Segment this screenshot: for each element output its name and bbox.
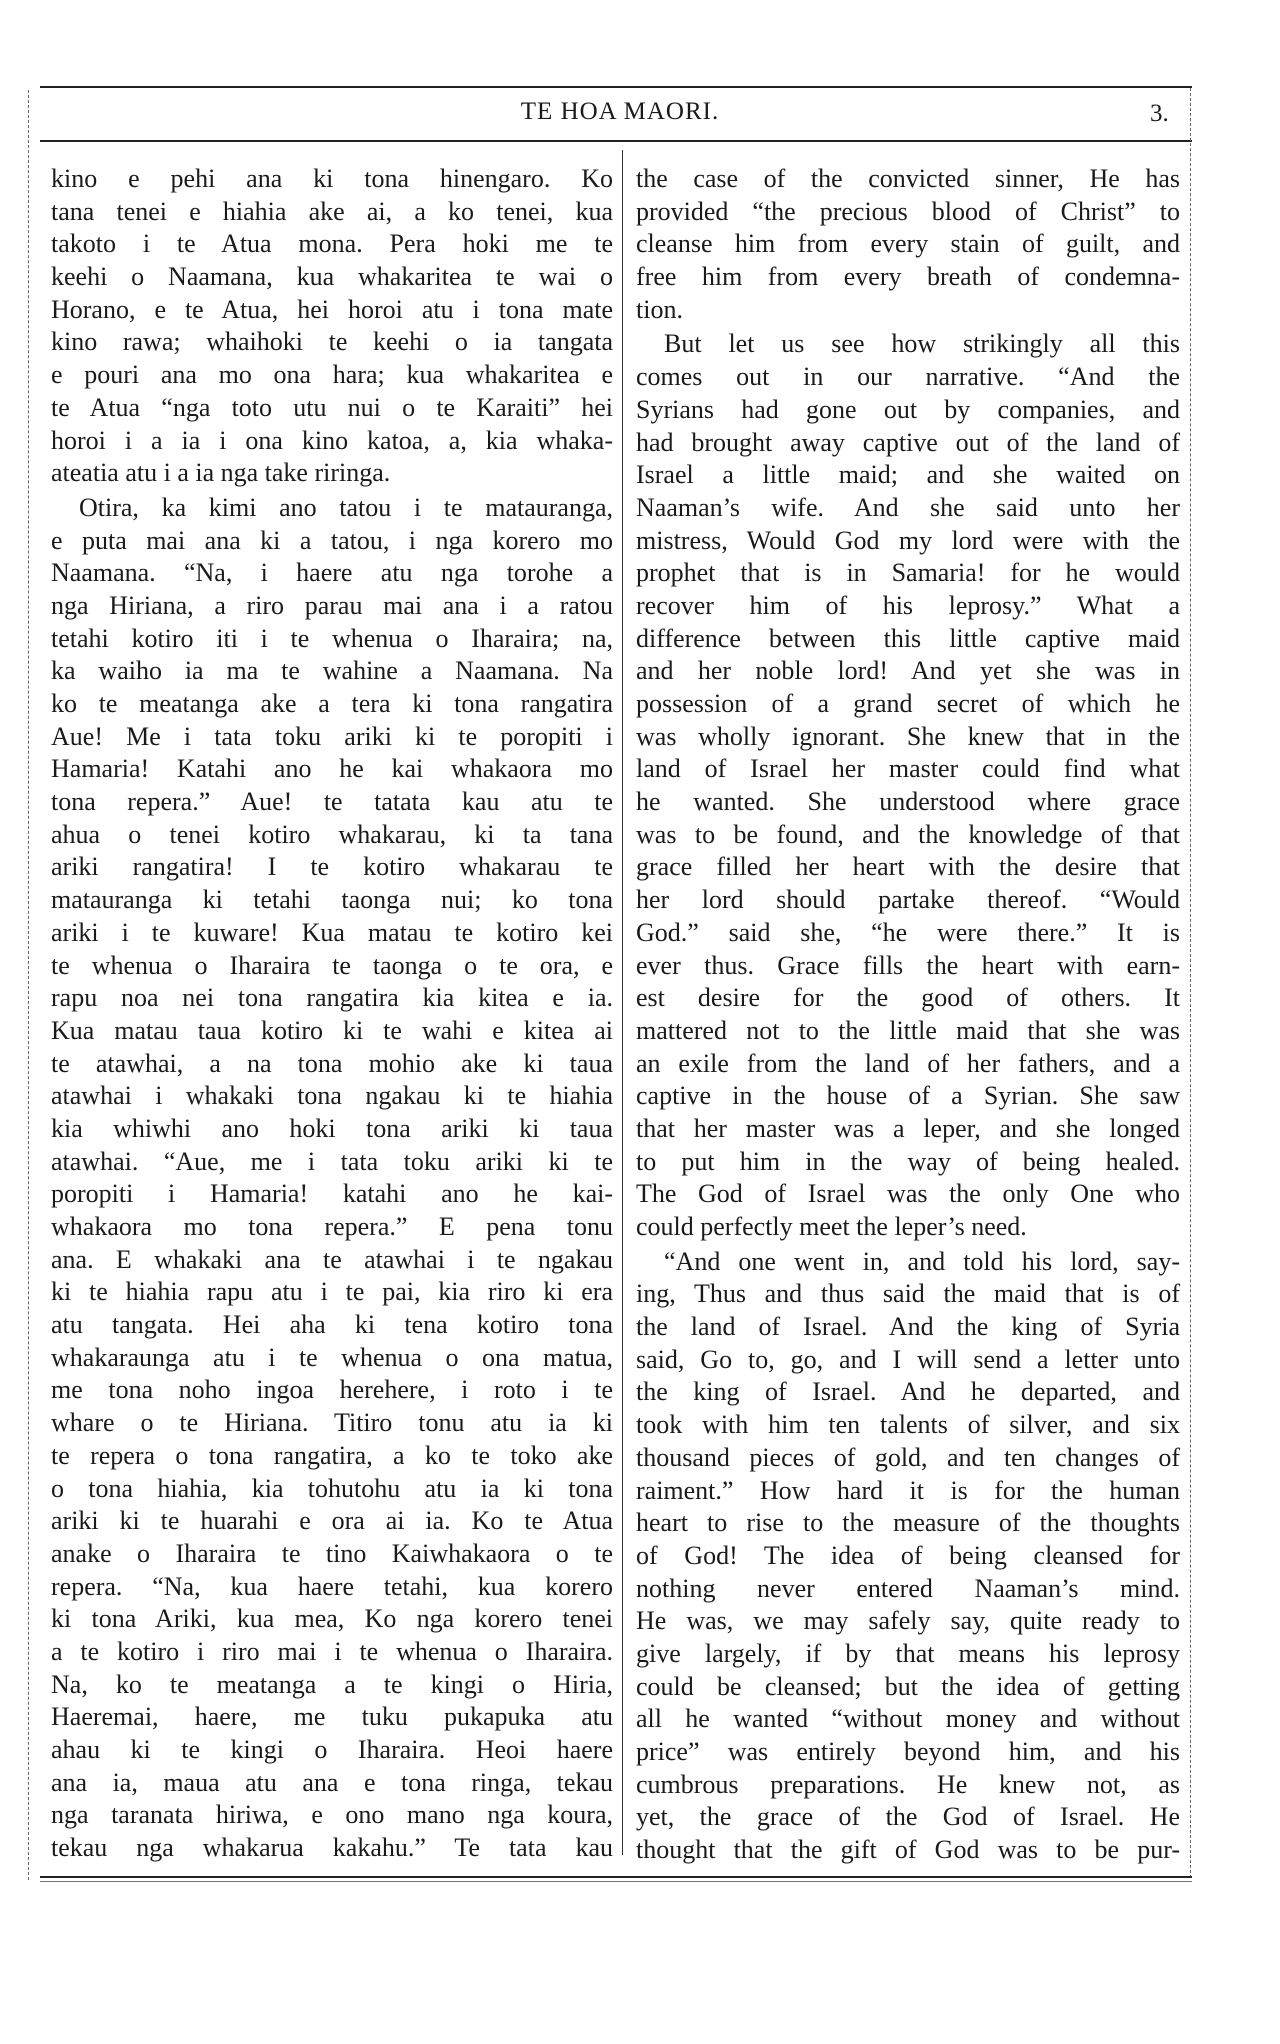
text-line: prophet that is in Samaria! for he would [636, 558, 1180, 588]
text-line: The God of Israel was the only One who [636, 1179, 1180, 1209]
text-line: ka waiho ia ma te wahine a Naamana. Na [51, 656, 613, 686]
text-line: takoto i te Atua mona. Pera hoki me te [51, 229, 613, 259]
text-line: tekau nga whakarua kakahu.” Te tata kau [51, 1833, 613, 1863]
text-line: her lord should partake thereof. “Would [636, 885, 1180, 915]
text-line: price” was entirely beyond him, and his [636, 1737, 1180, 1766]
text-line: heart to rise to the measure of the thoughts [636, 1508, 1180, 1538]
text-line: rapu noa nei tona rangatira kia kitea e ia. [51, 983, 613, 1013]
left-column [51, 163, 613, 1865]
bottom-rule [40, 1876, 1192, 1878]
text-line: est desire for the good of others. It [636, 983, 1180, 1013]
text-line: land of Israel her master could find what [636, 754, 1180, 784]
text-line: mistress, Would God my lord were with the [636, 525, 1180, 555]
text-line: yet, the grace of the God of Israel. He [636, 1802, 1180, 1832]
text-line: te repera o tona rangatira, a ko te toko ake [51, 1440, 613, 1470]
text-line: Aue! Me i tata toku ariki ki te poropiti i [51, 721, 613, 751]
text-line: kia whiwhi ano hoki tona ariki ki taua [51, 1113, 613, 1143]
text-line: atu tangata. Hei aha ki tena kotiro tona [51, 1310, 613, 1340]
newspaper-title: TE HOA MAORI. [520, 98, 720, 125]
text-line: ever thus. Grace fills the heart with earn- [636, 950, 1180, 980]
column-divider [622, 150, 623, 1855]
text-line: ki tona Ariki, kua mea, Ko nga korero tenei [51, 1604, 613, 1634]
text-line: difference between this little captive maid [636, 623, 1180, 653]
text-line: the case of the convicted sinner, He has [636, 164, 1180, 193]
text-line: ateatia atu i a ia nga take riringa. [51, 458, 391, 488]
text-line: He was, we may safely say, quite ready to [636, 1606, 1180, 1636]
text-line: whakaraunga atu i te whenua o ona matua, [51, 1342, 613, 1372]
text-line: captive in the house of a Syrian. She saw [636, 1081, 1180, 1111]
text-line: Otira, ka kimi ano tatou i te matauranga, [79, 492, 613, 522]
text-line: to put him in the way of being healed. [636, 1146, 1180, 1176]
page-number: 3. [1150, 100, 1169, 127]
text-line: possession of a grand secret of which he [636, 689, 1180, 718]
text-line: ana. E whakaki ana te atawhai i te ngakau [51, 1244, 613, 1274]
text-line: ko te meatanga ake a tera ki tona rangatira [51, 689, 613, 718]
text-line: Hamaria! Katahi ano he kai whakaora mo [51, 754, 613, 784]
text-line: Naamana. “Na, i haere atu nga torohe a [51, 558, 613, 588]
text-line: grace filled her heart with the desire that [636, 852, 1180, 882]
text-line: kino e pehi ana ki tona hinengaro. Ko [51, 164, 613, 193]
text-line: ariki i te kuware! Kua matau te kotiro kei [51, 917, 613, 947]
text-line: te whenua o Iharaira te taonga o te ora, e [51, 950, 613, 980]
text-line: recover him of his leprosy.” What a [636, 590, 1180, 620]
text-line: matauranga ki tetahi taonga nui; ko tona [51, 885, 613, 915]
text-line: whakaora mo tona repera.” E pena tonu [51, 1212, 613, 1241]
text-line: could be cleansed; but the idea of getting [636, 1671, 1180, 1701]
text-line: mattered not to the little maid that she was [636, 1015, 1180, 1045]
bottom-rule-thin [40, 1881, 1192, 1882]
right-border [1190, 88, 1191, 1878]
text-line: was wholly ignorant. She knew that in the [636, 721, 1180, 751]
text-line: te atawhai, a na tona mohio ake ki taua [51, 1048, 613, 1078]
left-border [28, 90, 29, 1880]
text-line: the king of Israel. And he departed, and [636, 1377, 1180, 1407]
text-line: me tona noho ingoa herehere, i roto i te [51, 1375, 613, 1405]
text-line: Haeremai, haere, me tuku pukapuka atu [51, 1702, 613, 1732]
text-line: Naaman’s wife. And she said unto her [636, 492, 1180, 522]
text-line: free him from every breath of condemna- [636, 262, 1180, 292]
text-line: e puta mai ana ki a tatou, i nga korero mo [51, 525, 613, 555]
text-line: ki te hiahia rapu atu i te pai, kia riro ki era [51, 1277, 613, 1307]
text-line: Horano, e te Atua, hei horoi atu i tona mate [51, 294, 613, 324]
text-line: could perfectly meet the leper’s need. [636, 1212, 1027, 1241]
text-line: nga taranata hiriwa, e ono mano nga koura, [51, 1800, 613, 1830]
text-line: te Atua “nga toto utu nui o te Karaiti” hei [51, 392, 613, 422]
text-line: thousand pieces of gold, and ten changes of [636, 1442, 1180, 1472]
right-column [636, 163, 1180, 1867]
text-line: ahau ki te kingi o Iharaira. Heoi haere [51, 1735, 613, 1764]
text-line: an exile from the land of her fathers, and a [636, 1048, 1180, 1078]
text-line: repera. “Na, kua haere tetahi, kua korero [51, 1571, 613, 1601]
text-line: ariki rangatira! I te kotiro whakarau te [51, 852, 613, 882]
text-line: atawhai. “Aue, me i tata toku ariki ki te [51, 1146, 613, 1176]
text-line: tana tenei e hiahia ake ai, a ko tenei, kua [51, 196, 613, 226]
text-line: poropiti i Hamaria! katahi ano he kai- [51, 1179, 613, 1209]
text-line: ahua o tenei kotiro whakarau, ki ta tana [51, 819, 613, 849]
text-line: said, Go to, go, and I will send a letter unto [636, 1344, 1180, 1374]
text-line: cleanse him from every stain of guilt, and [636, 229, 1180, 259]
text-line: tion. [636, 294, 683, 324]
text-line: ana ia, maua atu ana e tona ringa, tekau [51, 1767, 613, 1797]
text-line: ing, Thus and thus said the maid that is of [636, 1279, 1180, 1309]
text-line: nga Hiriana, a riro parau mai ana i a ratou [51, 590, 613, 620]
text-line: of God! The idea of being cleansed for [636, 1540, 1180, 1570]
text-line: raiment.” How hard it is for the human [636, 1475, 1180, 1505]
text-line: Na, ko te meatanga a te kingi o Hiria, [51, 1669, 613, 1699]
text-line: and her noble lord! And yet she was in [636, 656, 1180, 686]
text-line: kino rawa; whaihoki te keehi o ia tangata [51, 327, 613, 357]
text-line: But let us see how strikingly all this [664, 329, 1180, 359]
text-line: had brought away captive out of the land of [636, 427, 1180, 457]
text-line: “And one went in, and told his lord, say- [664, 1246, 1180, 1276]
text-line: thought that the gift of God was to be pur- [636, 1835, 1180, 1865]
text-line: cumbrous preparations. He knew not, as [636, 1769, 1180, 1799]
text-line: Syrians had gone out by companies, and [636, 394, 1180, 424]
text-line: God.” said she, “he were there.” It is [636, 917, 1180, 947]
text-line: was to be found, and the knowledge of that [636, 819, 1180, 849]
text-line: the land of Israel. And the king of Syria [636, 1312, 1180, 1342]
text-line: a te kotiro i riro mai i te whenua o Iharaira. [51, 1636, 613, 1666]
text-line: ariki ki te huarahi e ora ai ia. Ko te Atua [51, 1506, 613, 1536]
text-line: he wanted. She understood where grace [636, 787, 1180, 817]
text-line: provided “the precious blood of Christ” to [636, 196, 1180, 226]
header-rule [40, 140, 1192, 142]
text-line: give largely, if by that means his leprosy [636, 1638, 1180, 1668]
text-line: horoi i a ia i ona kino katoa, a, kia whaka- [51, 425, 613, 455]
text-line: took with him ten talents of silver, and six [636, 1410, 1180, 1440]
text-line: that her master was a leper, and she longed [636, 1113, 1180, 1143]
text-line: tona repera.” Aue! te tatata kau atu te [51, 787, 613, 817]
text-line: o tona hiahia, kia tohutohu atu ia ki tona [51, 1473, 613, 1503]
text-line: nothing never entered Naaman’s mind. [636, 1573, 1180, 1603]
text-line: keehi o Naamana, kua whakaritea te wai o [51, 262, 613, 292]
text-line: comes out in our narrative. “And the [636, 362, 1180, 392]
text-line: Israel a little maid; and she waited on [636, 460, 1180, 490]
text-line: Kua matau taua kotiro ki te wahi e kitea ai [51, 1015, 613, 1045]
text-line: tetahi kotiro iti i te whenua o Iharaira; na, [51, 623, 613, 653]
text-line: e pouri ana mo ona hara; kua whakaritea e [51, 360, 613, 390]
text-line: whare o te Hiriana. Titiro tonu atu ia ki [51, 1408, 613, 1438]
top-rule [40, 86, 1192, 88]
text-line: atawhai i whakaki tona ngakau ki te hiahia [51, 1081, 613, 1111]
text-line: anake o Iharaira te tino Kaiwhakaora o te [51, 1538, 613, 1568]
text-line: all he wanted “without money and without [636, 1704, 1180, 1734]
